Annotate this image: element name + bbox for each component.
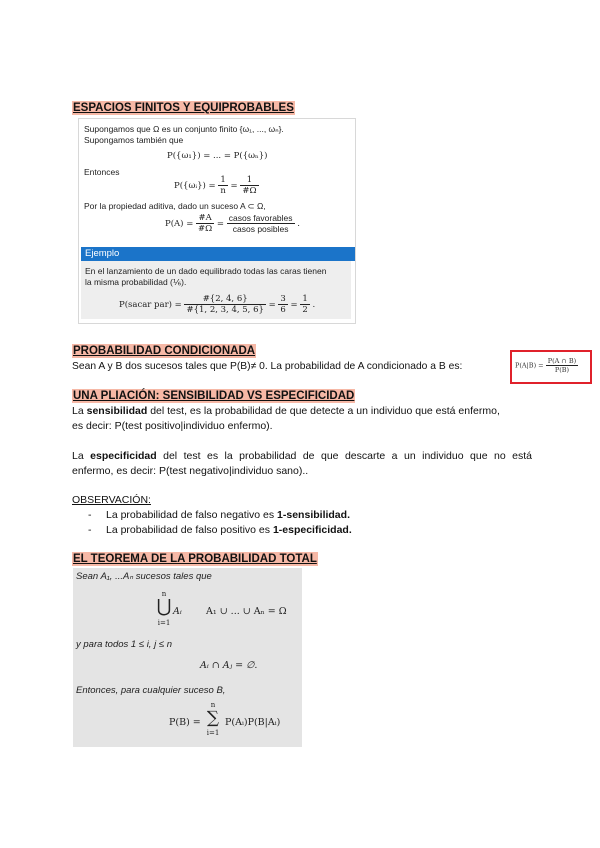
equation-equal-probabilities: P({ω₁}) = ... = P({ωₙ}): [167, 151, 268, 161]
ejemplo-header: Ejemplo: [81, 247, 355, 261]
eq3-end: .: [297, 219, 300, 229]
cond-fraction: $\frac{P(A \cap B)}{P(B)}$: [547, 357, 577, 374]
sum-upper-limit: n: [210, 701, 216, 709]
ej-equals-2: =: [290, 300, 298, 310]
eq2-fraction-2: $\frac{1}{\#\Omega}$: [242, 175, 257, 196]
eq3-fraction-2: $\frac{\text{casos favorables}}{\text{casos posibles}}$: [228, 213, 293, 234]
ej-lhs: P(sacar par) =: [119, 300, 182, 310]
ej-equals-1: =: [268, 300, 276, 310]
equation-dice-even: [119, 294, 315, 315]
conditional-formula: [515, 357, 578, 374]
box-line-4: Por la propiedad aditiva, dado un suceso A ⊂ Ω,: [84, 201, 266, 211]
ej-fraction-2: $\frac{3}{6}$: [280, 294, 286, 315]
total-line-2: y para todos 1 ≤ i, j ≤ n: [76, 639, 172, 650]
eq2-lhs: P({ωᵢ}) =: [174, 181, 216, 191]
eq3-fraction-1: $\frac{\#A}{\#\Omega}$: [198, 213, 213, 234]
total-lhs: P(B) =: [169, 717, 201, 728]
section-heading-probabilidad-total: EL TEOREMA DE LA PROBABILIDAD TOTAL: [73, 553, 317, 565]
equation-point-probability: [174, 175, 259, 196]
observacion-item-2: - La probabilidad de falso positivo es 1-especificidad.: [84, 523, 484, 538]
sensitivity-paragraph: La sensibilidad del test, es la probabilidad de que detecte a un individuo que está enfermo, es decir: P(test positivo|individuo enfermo).: [72, 405, 500, 432]
specificity-paragraph: La especificidad del test es la probabilidad de que descarte a un individuo que no está enfermo, es decir: P(test negativo|individuo sano)..: [72, 450, 532, 477]
cond-lhs: P(A|B) =: [515, 361, 544, 370]
disjoint-condition: Aᵢ ∩ Aⱼ = ∅.: [200, 660, 258, 671]
equation-laplace-rule: [165, 213, 300, 234]
sum-lower-limit: i=1: [206, 729, 220, 737]
total-line-1: Sean A₁, ...Aₙ sucesos tales que: [76, 571, 212, 582]
union-rhs: A₁ ∪ ... ∪ Aₙ = Ω: [206, 606, 287, 617]
eq3-equals: =: [216, 219, 225, 229]
ej-fraction-1: $\frac{\#\{2, 4, 6\}}{\#\{1, 2, 3, 4, 5, 6\}}$: [186, 294, 264, 315]
union-lower-limit: i=1: [157, 619, 171, 627]
box-line-3: Entonces: [84, 167, 120, 177]
ejemplo-body: [81, 261, 351, 319]
sensitivity-term: sensibilidad: [86, 405, 148, 417]
ejemplo-line-2: la misma probabilidad (⅙).: [85, 277, 187, 287]
observacion-item-1: - La probabilidad de falso negativo es 1-sensibilidad.: [84, 508, 484, 523]
section-heading-probabilidad-condicionada: PROBABILIDAD CONDICIONADA: [73, 345, 256, 357]
conditional-probability-formula-box: [510, 350, 592, 384]
union-symbol: ⋃: [156, 596, 172, 617]
eq2-equals: =: [230, 181, 238, 191]
section-heading-espacios-finitos: ESPACIOS FINITOS Y EQUIPROBABLES: [73, 102, 294, 114]
observacion-list: [84, 508, 484, 538]
eq2-fraction-1: $\frac{1}{n}$: [220, 175, 226, 196]
section-heading-sensibilidad-especificidad: UNA PLIACIÓN: SENSIBILIDAD VS ESPECIFICIDAD: [73, 390, 355, 402]
box-line-1: Supongamos que Ω es un conjunto finito {ω₁, ..., ωₙ}.: [84, 124, 284, 134]
sum-symbol: ∑: [206, 708, 220, 728]
ejemplo-line-1: En el lanzamiento de un dado equilibrado todas las caras tienen: [85, 266, 327, 276]
ej-fraction-3: $\frac{1}{2}$: [302, 294, 308, 315]
union-term: Aᵢ: [173, 606, 182, 617]
box-line-2: Supongamos también que: [84, 135, 184, 145]
conditional-probability-text: Sean A y B dos sucesos tales que P(B)≠ 0. La probabilidad de A condicionado a B es:: [72, 361, 463, 372]
union-upper-limit: n: [161, 590, 167, 598]
eq3-lhs: P(A) =: [165, 219, 194, 229]
equiprobable-definition-box: [78, 118, 356, 324]
sum-body: P(Aᵢ)P(B|Aᵢ): [225, 717, 281, 728]
specificity-term: especificidad: [90, 450, 157, 462]
total-probability-box: [73, 568, 302, 747]
observacion-title: OBSERVACIÓN:: [72, 494, 151, 506]
total-line-3: Entonces, para cualquier suceso B,: [76, 685, 226, 696]
ej-end: .: [312, 300, 316, 310]
